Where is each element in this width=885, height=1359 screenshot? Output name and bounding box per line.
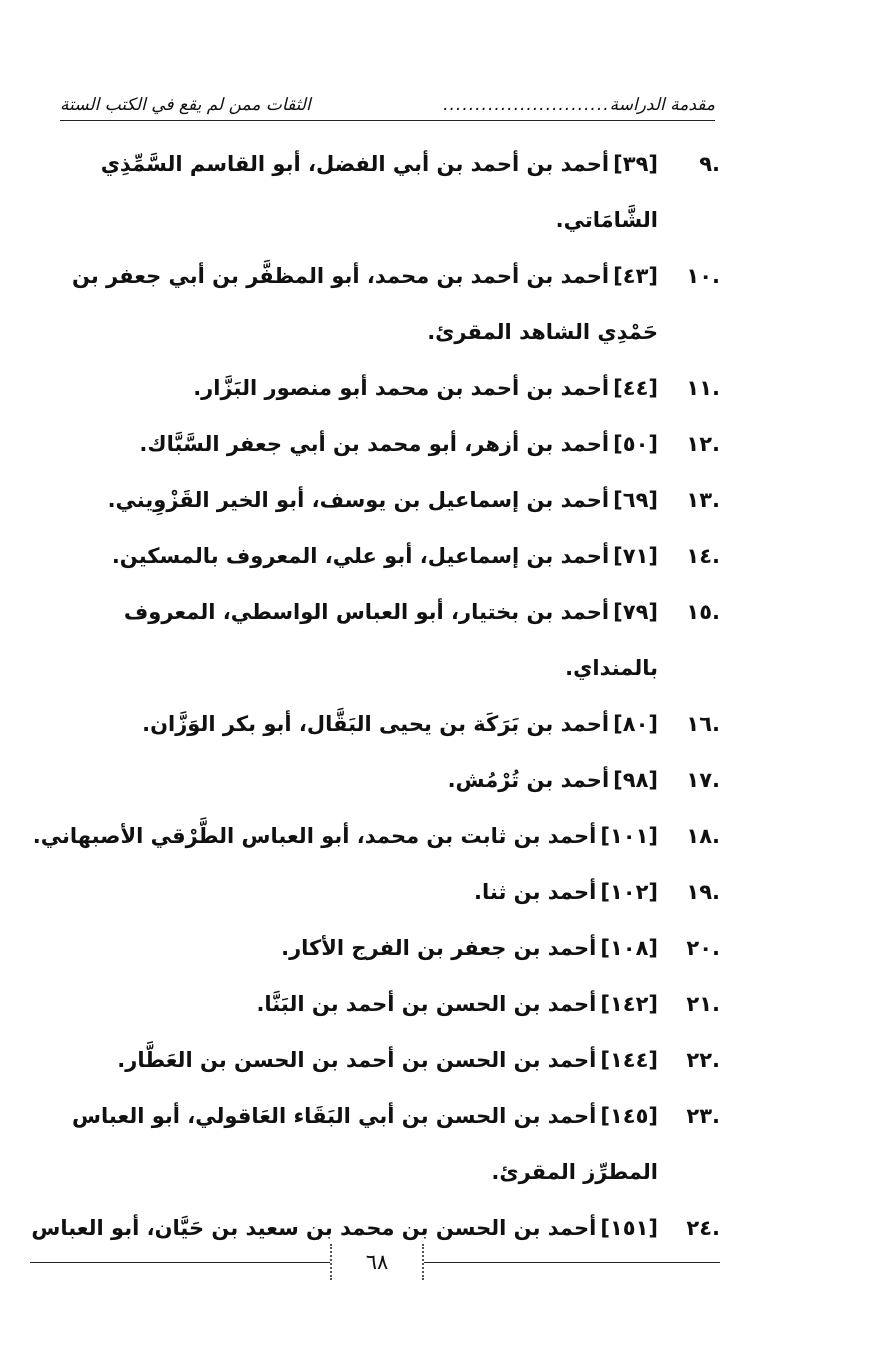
entry-reference: [١٤٢]	[600, 992, 658, 1016]
entry-number: .١٠	[686, 264, 720, 288]
list-item	[30, 360, 720, 416]
entry-number: .١٢	[686, 432, 720, 456]
list-item	[30, 696, 720, 752]
list-item	[30, 808, 720, 864]
list-item	[30, 1032, 720, 1088]
entry-reference: [٨٠]	[613, 712, 658, 736]
list-item	[30, 136, 720, 248]
entry-text-wrap	[30, 1032, 658, 1088]
entry-number: .٢٤	[686, 1216, 720, 1240]
entry-reference: [٦٩]	[613, 488, 658, 512]
entry-text-wrap	[30, 976, 658, 1032]
entry-number: .١١	[686, 376, 720, 400]
entry-text-wrap	[30, 360, 658, 416]
entry-text-wrap	[30, 416, 658, 472]
list-item	[30, 976, 720, 1032]
entry-number: .١٧	[686, 768, 720, 792]
list-item	[30, 864, 720, 920]
entry-text-wrap	[30, 864, 658, 920]
entry-reference: [٧١]	[613, 544, 658, 568]
entry-number: .١٣	[686, 488, 720, 512]
entry-reference: [٤٤]	[613, 376, 658, 400]
entry-number: .٢٢	[686, 1048, 720, 1072]
entry-text-wrap	[30, 248, 658, 360]
entry-reference: [١٥١]	[600, 1216, 658, 1240]
header-section-title: مقدمة الدراسة	[609, 95, 715, 115]
running-header	[60, 90, 715, 121]
entry-number: .٢٠	[686, 936, 720, 960]
entry-text-wrap	[30, 528, 658, 584]
entry-text: أحمد بن بختيار، أبو العباس الواسطي، المعروف بالمنداي.	[123, 600, 658, 680]
entry-text: أحمد بن الحسن بن أبي البَقَاء العَاقولي، أبو العباس المطرِّز المقرئ.	[72, 1104, 658, 1184]
entry-text-wrap	[30, 1088, 658, 1200]
entry-number: .١٦	[686, 712, 720, 736]
entry-reference: [٤٣]	[613, 264, 658, 288]
entry-text-wrap	[30, 920, 658, 976]
entry-reference: [٣٩]	[613, 152, 658, 176]
entry-text: أحمد بن ثابت بن محمد، أبو العباس الطَّرْقي الأصبهاني.	[32, 824, 597, 848]
list-item	[30, 752, 720, 808]
entry-text: أحمد بن بَرَكَة بن يحيى البَقَّال، أبو بكر الوَزَّان.	[142, 712, 610, 736]
entry-text: أحمد بن الحسن بن محمد بن سعيد بن حَيَّان، أبو العباس	[31, 1216, 597, 1240]
entry-text-wrap	[30, 752, 658, 808]
entry-reference: [٩٨]	[613, 768, 658, 792]
entry-text: أحمد بن الحسن بن أحمد بن البَنَّا.	[256, 992, 597, 1016]
entry-text: أحمد بن أحمد بن محمد أبو منصور البَزَّار.	[193, 376, 610, 400]
page-number: ٦٨	[330, 1244, 424, 1280]
header-dot-leader: ..........................	[443, 95, 610, 115]
entry-reference: [٧٩]	[613, 600, 658, 624]
entry-reference: [١٠١]	[600, 824, 658, 848]
entry-number: .١٥	[686, 600, 720, 624]
entry-number: .٢٣	[686, 1104, 720, 1128]
list-item	[30, 248, 720, 360]
entry-text: أحمد بن أحمد بن محمد، أبو المظفَّر بن أبي جعفر بن حَمْدِي الشاهد المقرئ.	[71, 264, 658, 344]
entry-reference: [٥٠]	[613, 432, 658, 456]
entry-text: أحمد بن تُرْمُش.	[447, 768, 610, 792]
entry-text: أحمد بن أزهر، أبو محمد بن أبي جعفر السَّبَّاك.	[139, 432, 610, 456]
entry-text: أحمد بن جعفر بن الفرج الأكار.	[281, 936, 597, 960]
entry-text: أحمد بن ثنا.	[474, 880, 597, 904]
entry-text: أحمد بن إسماعيل، أبو علي، المعروف بالمسكين.	[111, 544, 610, 568]
entry-number: .١٨	[686, 824, 720, 848]
entry-text-wrap	[30, 696, 658, 752]
entry-reference: [١٠٢]	[600, 880, 658, 904]
entry-reference: [١٤٤]	[600, 1048, 658, 1072]
entry-text-wrap	[30, 584, 658, 696]
entry-text: أحمد بن إسماعيل بن يوسف، أبو الخير القَزْوِيني.	[107, 488, 610, 512]
list-item	[30, 528, 720, 584]
entry-text: أحمد بن أحمد بن أبي الفضل، أبو القاسم السَّمِّذِي الشَّامَاتي.	[100, 152, 658, 232]
entry-reference: [١٤٥]	[600, 1104, 658, 1128]
list-item	[30, 920, 720, 976]
entry-text-wrap	[30, 136, 658, 248]
entry-text-wrap	[30, 472, 658, 528]
entry-number: .١٩	[686, 880, 720, 904]
list-item	[30, 1088, 720, 1200]
entry-number: .١٤	[686, 544, 720, 568]
list-item	[30, 584, 720, 696]
entry-text: أحمد بن الحسن بن أحمد بن الحسن بن العَطَّار.	[117, 1048, 597, 1072]
entry-number: .٩	[699, 152, 720, 176]
header-book-title: الثقات ممن لم يقع في الكتب الستة	[60, 95, 311, 115]
list-item	[30, 472, 720, 528]
page-footer	[30, 1238, 720, 1288]
entry-reference: [١٠٨]	[600, 936, 658, 960]
list-item	[30, 416, 720, 472]
entry-number: .٢١	[686, 992, 720, 1016]
entry-text-wrap	[30, 808, 658, 864]
entry-list	[30, 136, 720, 1256]
